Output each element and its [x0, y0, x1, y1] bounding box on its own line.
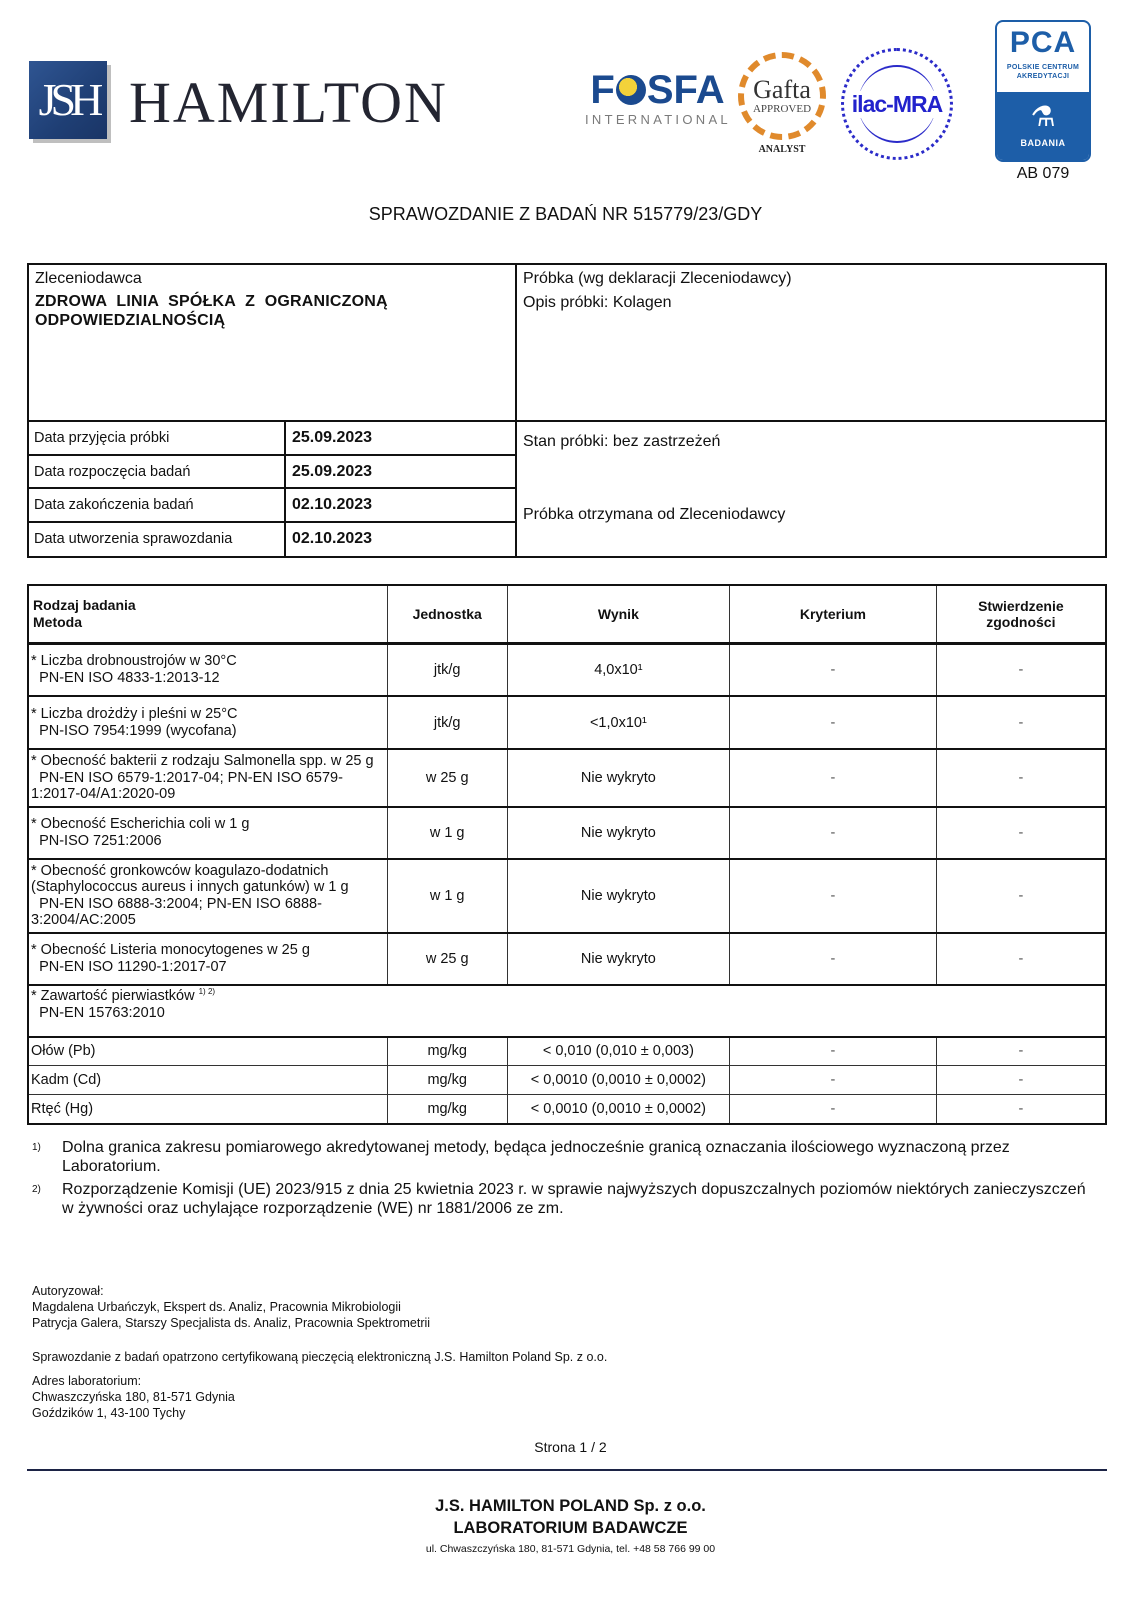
footer-lab: LABORATORIUM BADAWCZE: [453, 1519, 688, 1537]
sample-description: Opis próbki: Kolagen: [523, 294, 672, 311]
sample-origin: Próbka otrzymana od Zleceniodawcy: [523, 506, 786, 523]
footnotes: [32, 1138, 1092, 1222]
date-row: Data utworzenia sprawozdania 02.10.2023: [29, 523, 515, 557]
globe-icon: [616, 75, 646, 105]
footnote: 2) Rozporządzenie Komisji (UE) 2023/915 z dnia 25 kwietnia 2023 r. w sprawie najwyższych dopuszczalnych poziomów niektórych zanieczyszczeń w żywności oraz uchylające rozporządzenie (WE) nr 1881/2006 ze zm.: [32, 1181, 1086, 1217]
date-row: Data przyjęcia próbki 25.09.2023: [29, 422, 515, 456]
footer-company: J.S. HAMILTON POLAND Sp. z o.o.: [435, 1497, 706, 1515]
footer-address: ul. Chwaszczyńska 180, 81-571 Gdynia, tel. +48 58 766 99 00: [425, 1543, 716, 1555]
accreditation-number: AB 079: [1016, 165, 1070, 182]
lab-address: Adres laboratorium: Chwaszczyńska 180, 81-571 Gdynia Goździków 1, 43-100 Tychy: [32, 1374, 235, 1420]
col-conformity: Stwierdzenie zgodności: [936, 585, 1106, 643]
hamilton-logo: [29, 61, 448, 139]
results-table: [27, 584, 1107, 1125]
table-row: * Liczba drobnoustrojów w 30°C PN-EN ISO 4833-1:2013-12 jtk/g 4,0x10¹ - -: [28, 643, 1106, 696]
table-row: Kadm (Cd) mg/kg < 0,0010 (0,0010 ± 0,0002) - -: [28, 1066, 1106, 1095]
footer-divider: [27, 1469, 1107, 1471]
ilac-mra-logo: ilac-MRA: [841, 48, 953, 160]
sample-info-box: [27, 263, 1107, 558]
pca-logo: PCA POLSKIE CENTRUM AKREDYTACJI ⚗ BADANIA: [995, 20, 1091, 162]
table-row: Ołów (Pb) mg/kg < 0,010 (0,010 ± 0,003) - -: [28, 1037, 1106, 1066]
gafta-logo: Gafta APPROVED ANALYST: [738, 52, 826, 155]
jsh-monogram-icon: JSH: [29, 61, 107, 139]
hamilton-wordmark: HAMILTON: [129, 69, 448, 135]
col-test: Rodzaj badania Metoda: [28, 585, 387, 643]
table-row: * Liczba drożdży i pleśni w 25°C PN-ISO 7954:1999 (wycofana) jtk/g <1,0x10¹ - -: [28, 696, 1106, 749]
table-row: * Obecność bakterii z rodzaju Salmonella spp. w 25 g PN-EN ISO 6579-1:2017-04; PN-EN ISO 6579-1:2017-04/A1:2020-09 w 25 g Nie wykryto - -: [28, 749, 1106, 807]
wheat-wreath-icon: Gafta APPROVED: [738, 52, 826, 140]
sample-state: Stan próbki: bez zastrzeżeń: [523, 433, 721, 450]
sample-title: Próbka (wg deklaracji Zleceniodawcy): [523, 270, 792, 287]
client-name: ZDROWA LINIA SPÓŁKA Z OGRANICZONĄ ODPOWIEDZIALNOŚCIĄ: [35, 293, 388, 329]
table-row: * Obecność Escherichia coli w 1 g PN-ISO 7251:2006 w 1 g Nie wykryto - -: [28, 807, 1106, 859]
table-group-row: * Zawartość pierwiastków $^{1) 2)}$ PN-EN 15763:2010: [28, 985, 1106, 1037]
table-header-row: [28, 585, 1106, 643]
seal-note: Sprawozdanie z badań opatrzono certyfikowaną pieczęcią elektroniczną J.S. Hamilton Poland Sp. z o.o.: [32, 1350, 608, 1364]
client-label: Zleceniodawca: [35, 270, 142, 287]
col-criterion: Kryterium: [730, 585, 937, 643]
authorization-block: Autoryzował: Magdalena Urbańczyk, Ekspert ds. Analiz, Pracownia Mikrobiologii Patrycja Galera, Starszy Specjalista ds. Analiz, Pracownia Spektrometrii: [32, 1284, 431, 1330]
table-row: Rtęć (Hg) mg/kg < 0,0010 (0,0010 ± 0,0002) - -: [28, 1095, 1106, 1124]
fosfa-logo: F SFA INTERNATIONAL: [585, 68, 731, 127]
col-unit: Jednostka: [387, 585, 507, 643]
footnote: 1) Dolna granica zakresu pomiarowego akredytowanej metody, będąca jednocześnie granicą oznaczania ilościowego wyznaczoną przez Laboratorium.: [32, 1139, 1010, 1175]
date-row: Data rozpoczęcia badań 25.09.2023: [29, 456, 515, 490]
date-row: Data zakończenia badań 02.10.2023: [29, 489, 515, 523]
col-result: Wynik: [507, 585, 730, 643]
table-row: * Obecność gronkowców koagulazo-dodatnich (Staphylococcus aureus i innych gatunków) w 1 g PN-EN ISO 6888-3:2004; PN-EN ISO 6888-3:2004/AC:2005 w 1 g Nie wykryto - -: [28, 859, 1106, 933]
dates-table: [29, 422, 515, 556]
table-row: * Obecność Listeria monocytogenes w 25 g PN-EN ISO 11290-1:2017-07 w 25 g Nie wykryto - -: [28, 933, 1106, 985]
report-title: SPRAWOZDANIE Z BADAŃ NR 515779/23/GDY: [368, 204, 763, 224]
page-number: Strona 1 / 2: [534, 1439, 607, 1455]
flask-icon: ⚗: [1030, 101, 1056, 132]
